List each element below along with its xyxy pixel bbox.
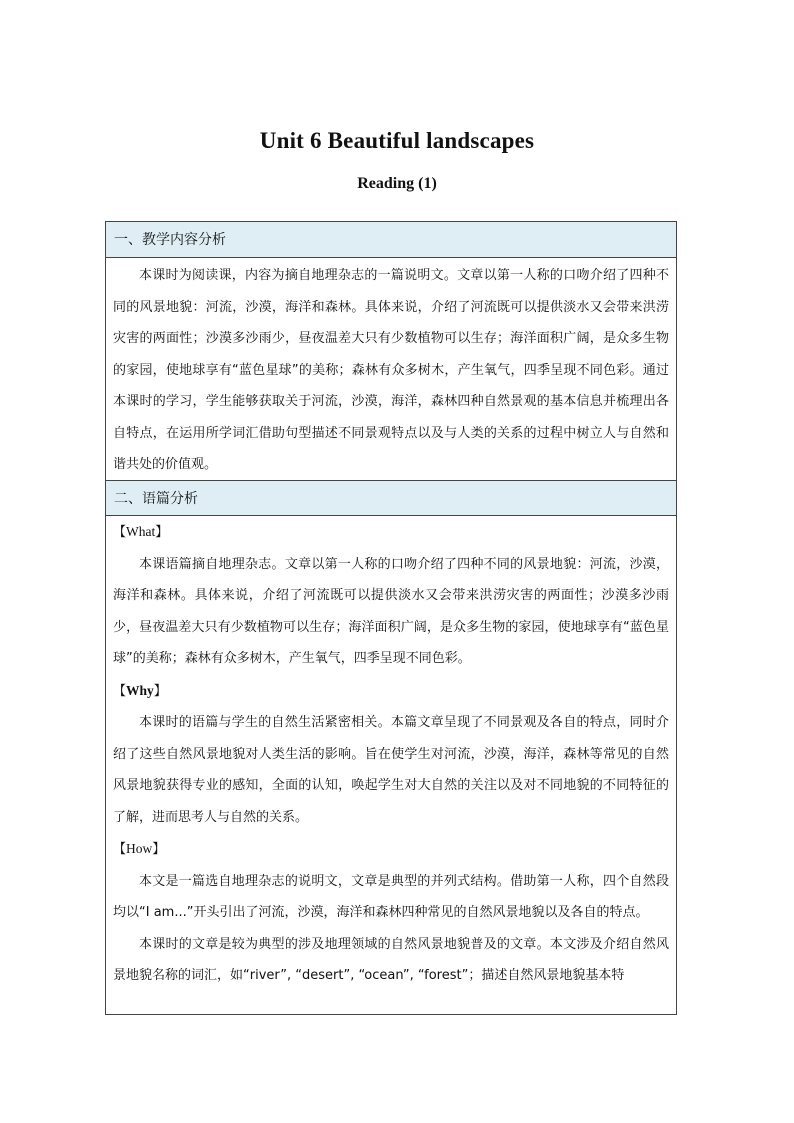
how-label: 【How】 xyxy=(113,841,166,857)
how-paragraph-2: 本课时的文章是较为典型的涉及地理领域的自然风景地貌普及的文章。本文涉及介绍自然风景地貌名称的词汇，如“river”, “desert”, “ocean”, “forest”；描述自然风景地貌基本特 xyxy=(113,936,669,983)
teaching-content-paragraph: 本课时为阅读课，内容为摘自地理杂志的一篇说明文。文章以第一人称的口吻介绍了四种不同的风景地貌：河流，沙漠，海洋和森林。具体来说，介绍了河流既可以提供淡水又会带来洪涝灾害的两面性；沙漠多沙雨少，昼夜温差大只有少数植物可以生存；海洋面积广阔，是众多生物的家园，使地球享有“蓝色星球”的美称；森林有众多树木，产生氧气，四季呈现不同色彩。通过本课时的学习，学生能够获取关于河流，沙漠，海洋，森林四种自然景观的基本信息并梳理出各自特点，在运用所学词汇借助句型描述不同景观特点以及与人类的关系的过程中树立人与自然和谐共处的价值观。 xyxy=(113,268,669,472)
why-paragraph: 本课时的语篇与学生的自然生活紧密相关。本篇文章呈现了不同景观及各自的特点，同时介绍了这些自然风景地貌对人类生活的影响。旨在使学生对河流，沙漠，海洋，森林等常见的自然风景地貌获得专业的感知，全面的认知，唤起学生对大自然的关注以及对不同地貌的不同特征的了解，进而思考人与自然的关系。 xyxy=(113,715,669,825)
what-label: 【What】 xyxy=(113,524,169,540)
text-analysis-body xyxy=(106,516,676,992)
lesson-analysis-table xyxy=(105,221,677,1015)
section-header-teaching-content: 一、教学内容分析 xyxy=(106,222,676,258)
document-subtitle: Reading (1) xyxy=(357,175,437,192)
teaching-content-body xyxy=(106,258,676,480)
how-paragraph-1: 本文是一篇选自地理杂志的说明文，文章是典型的并列式结构。借助第一人称，四个自然段均以“I am...”开头引出了河流，沙漠，海洋和森林四种常见的自然风景地貌以及各自的特点。 xyxy=(113,873,669,920)
section-header-text-analysis: 二、语篇分析 xyxy=(106,480,676,516)
why-label: 【Why】 xyxy=(113,682,167,699)
what-paragraph: 本课语篇摘自地理杂志。文章以第一人称的口吻介绍了四种不同的风景地貌：河流，沙漠，海洋和森林。具体来说，介绍了河流既可以提供淡水又会带来洪涝灾害的两面性；沙漠多沙雨少，昼夜温差大只有少数植物可以生存；海洋面积广阔，是众多生物的家园，使地球享有“蓝色星球”的美称；森林有众多树木，产生氧气，四季呈现不同色彩。 xyxy=(113,556,669,666)
document-title: Unit 6 Beautiful landscapes xyxy=(259,128,535,153)
